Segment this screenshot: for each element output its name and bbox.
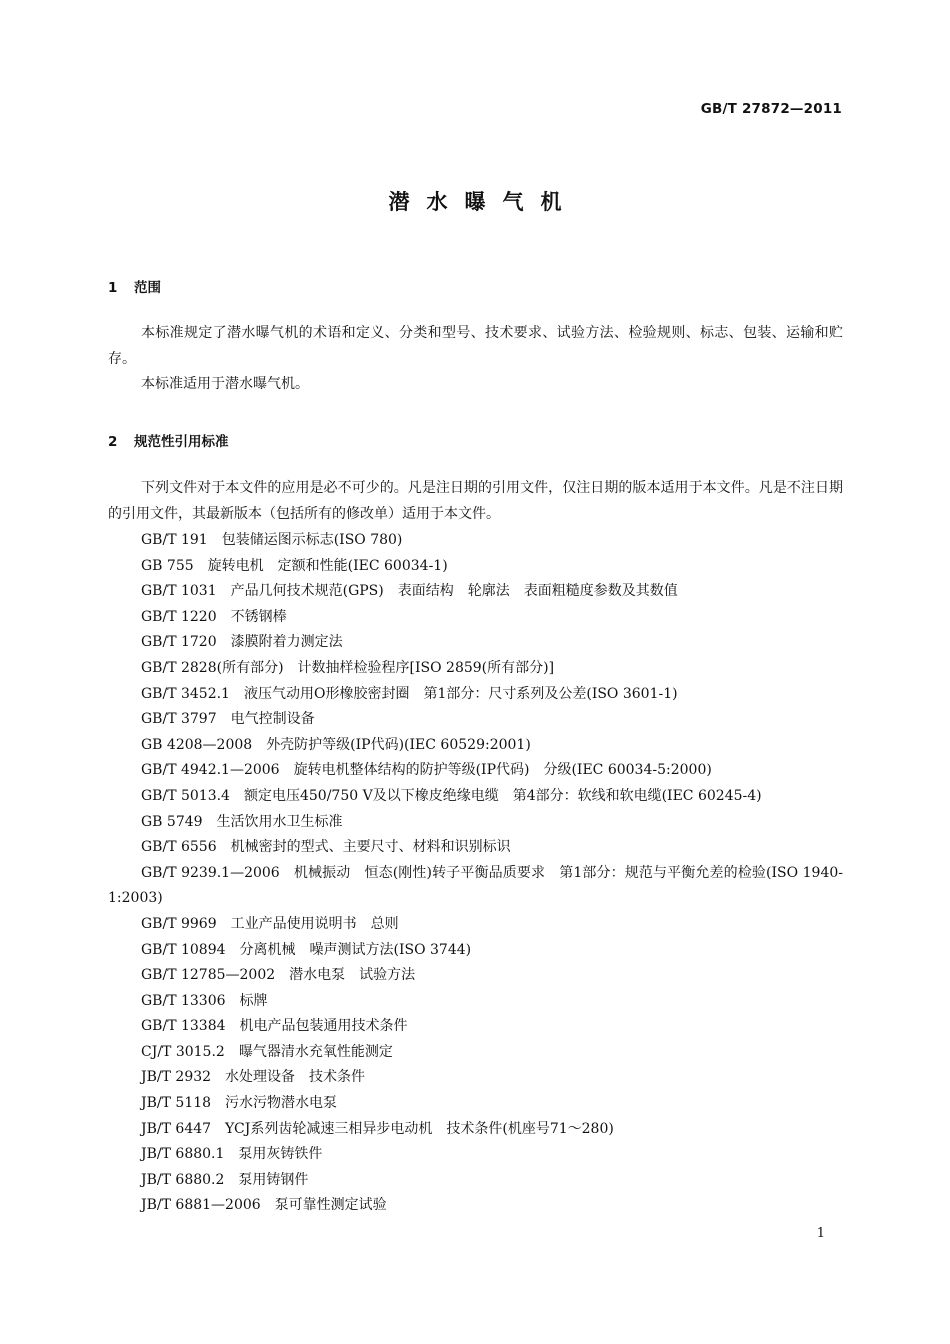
reference-item	[108, 554, 843, 580]
paragraph: 下列文件对于本文件的应用是必不可少的。凡是注日期的引用文件，仅注日期的版本适用于本文件。凡是不注日期的引用文件，其最新版本（包括所有的修改单）适用于本文件。	[108, 480, 843, 522]
reference-item	[108, 989, 843, 1015]
reference-item	[108, 1040, 843, 1066]
reference-code: GB/T 10894	[141, 941, 226, 958]
reference-title: 机电产品包装通用技术条件	[239, 1018, 408, 1035]
reference-code: GB/T 3452.1	[141, 685, 230, 702]
reference-code: GB/T 5013.4	[141, 787, 230, 804]
reference-title: 泵可靠性测定试验	[274, 1197, 387, 1214]
reference-code: GB/T 6556	[141, 839, 217, 856]
reference-title: 泵用铸钢件	[238, 1171, 309, 1188]
reference-title: 额定电压450/750 V及以下橡皮绝缘电缆 第4部分：软线和软电缆(IEC 60245-4)	[243, 787, 762, 804]
reference-item	[108, 938, 843, 964]
reference-title: 曝气器清水充氧性能测定	[238, 1043, 393, 1060]
reference-title: 产品几何技术规范(GPS) 表面结构 轮廓法 表面粗糙度参数及其数值	[230, 583, 678, 600]
reference-code: GB/T 1220	[141, 608, 217, 625]
reference-item	[108, 656, 843, 682]
reference-code: JB/T 5118	[141, 1095, 212, 1112]
reference-title: 标牌	[239, 992, 268, 1009]
reference-code: GB 4208—2008	[141, 736, 253, 753]
reference-title: 机械振动 恒态(刚性)转子平衡品质要求 第1部分：规范与平衡允差的检验(ISO 1940-1:2003)	[108, 864, 843, 907]
reference-code: JB/T 6881—2006	[141, 1197, 261, 1214]
reference-title: 水处理设备 技术条件	[225, 1069, 366, 1086]
reference-code: GB/T 9969	[141, 915, 217, 932]
paragraph: 本标准适用于潜水曝气机。	[141, 376, 309, 393]
reference-item	[108, 1014, 843, 1040]
reference-item	[108, 835, 843, 861]
reference-title: 生活饮用水卫生标准	[216, 813, 343, 830]
reference-item	[108, 1142, 843, 1168]
reference-code: GB/T 9239.1—2006	[141, 864, 280, 881]
reference-code: GB/T 12785—2002	[141, 967, 276, 984]
reference-code: GB/T 1720	[141, 634, 217, 651]
reference-item	[108, 682, 843, 708]
reference-item	[108, 758, 843, 784]
reference-code: GB/T 3797	[141, 711, 217, 728]
reference-item	[108, 861, 843, 912]
standard-code: GB/T 27872—2011	[700, 101, 842, 117]
reference-item	[108, 1065, 843, 1091]
reference-title: 机械密封的型式、主要尺寸、材料和识别标识	[230, 839, 511, 856]
reference-title: 不锈钢棒	[230, 608, 287, 625]
reference-item	[108, 784, 843, 810]
references-intro	[108, 476, 843, 527]
reference-item	[108, 630, 843, 656]
reference-item	[108, 963, 843, 989]
reference-title: 工业产品使用说明书 总则	[230, 915, 399, 932]
reference-title: 漆膜附着力测定法	[230, 634, 343, 651]
reference-code: GB/T 1031	[141, 583, 217, 600]
scope-body	[108, 321, 843, 398]
reference-code: JB/T 6880.1	[141, 1146, 225, 1163]
reference-list	[108, 528, 843, 1219]
reference-code: GB/T 2828(所有部分)	[141, 659, 284, 676]
reference-code: GB/T 4942.1—2006	[141, 762, 280, 779]
reference-title: 旋转电机 定额和性能(IEC 60034-1)	[207, 557, 448, 574]
reference-item	[108, 733, 843, 759]
reference-title: 包装储运图示标志(ISO 780)	[221, 532, 403, 548]
reference-title: 潜水电泵 试验方法	[289, 967, 416, 984]
reference-code: JB/T 6880.2	[141, 1171, 225, 1188]
reference-code: GB 5749	[141, 813, 203, 830]
paragraph: 本标准规定了潜水曝气机的术语和定义、分类和型号、技术要求、试验方法、检验规则、标志、包装、运输和贮存。	[108, 325, 843, 367]
section-title: 规范性引用标准	[134, 434, 229, 450]
reference-item	[108, 1168, 843, 1194]
reference-title: 污水污物潜水电泵	[225, 1095, 338, 1112]
reference-item	[108, 1091, 843, 1117]
reference-item	[108, 1117, 843, 1143]
section-heading-scope	[108, 276, 161, 296]
reference-code: GB/T 13306	[141, 992, 226, 1009]
reference-title: 外壳防护等级(IP代码)(IEC 60529:2001)	[266, 736, 531, 753]
reference-item	[108, 579, 843, 605]
reference-title: YCJ系列齿轮减速三相异步电动机 技术条件(机座号71～280)	[225, 1120, 614, 1137]
reference-title: 分离机械 噪声测试方法(ISO 3744)	[239, 941, 472, 958]
reference-code: GB 755	[141, 557, 194, 574]
reference-item	[108, 810, 843, 836]
reference-item	[108, 605, 843, 631]
reference-title: 液压气动用O形橡胶密封圈 第1部分：尺寸系列及公差(ISO 3601-1)	[243, 685, 678, 702]
reference-code: CJ/T 3015.2	[141, 1043, 225, 1060]
reference-code: GB/T 13384	[141, 1018, 226, 1035]
section-title: 范围	[134, 280, 161, 296]
section-heading-references	[108, 430, 229, 450]
reference-item	[108, 528, 843, 554]
reference-title: 电气控制设备	[230, 711, 315, 728]
reference-item	[108, 707, 843, 733]
reference-code: GB/T 191	[141, 532, 208, 548]
reference-title: 旋转电机整体结构的防护等级(IP代码) 分级(IEC 60034-5:2000)	[293, 762, 712, 779]
reference-item	[108, 912, 843, 938]
reference-title: 泵用灰铸铁件	[238, 1146, 323, 1163]
reference-code: JB/T 6447	[141, 1120, 212, 1137]
document-title: 潜水曝气机	[388, 190, 579, 214]
page-number: 1	[816, 1226, 825, 1241]
reference-item	[108, 1193, 843, 1219]
reference-code: JB/T 2932	[141, 1069, 212, 1086]
section-number: 2	[108, 434, 118, 450]
section-number: 1	[108, 280, 118, 296]
reference-title: 计数抽样检验程序[ISO 2859(所有部分)]	[297, 659, 555, 676]
